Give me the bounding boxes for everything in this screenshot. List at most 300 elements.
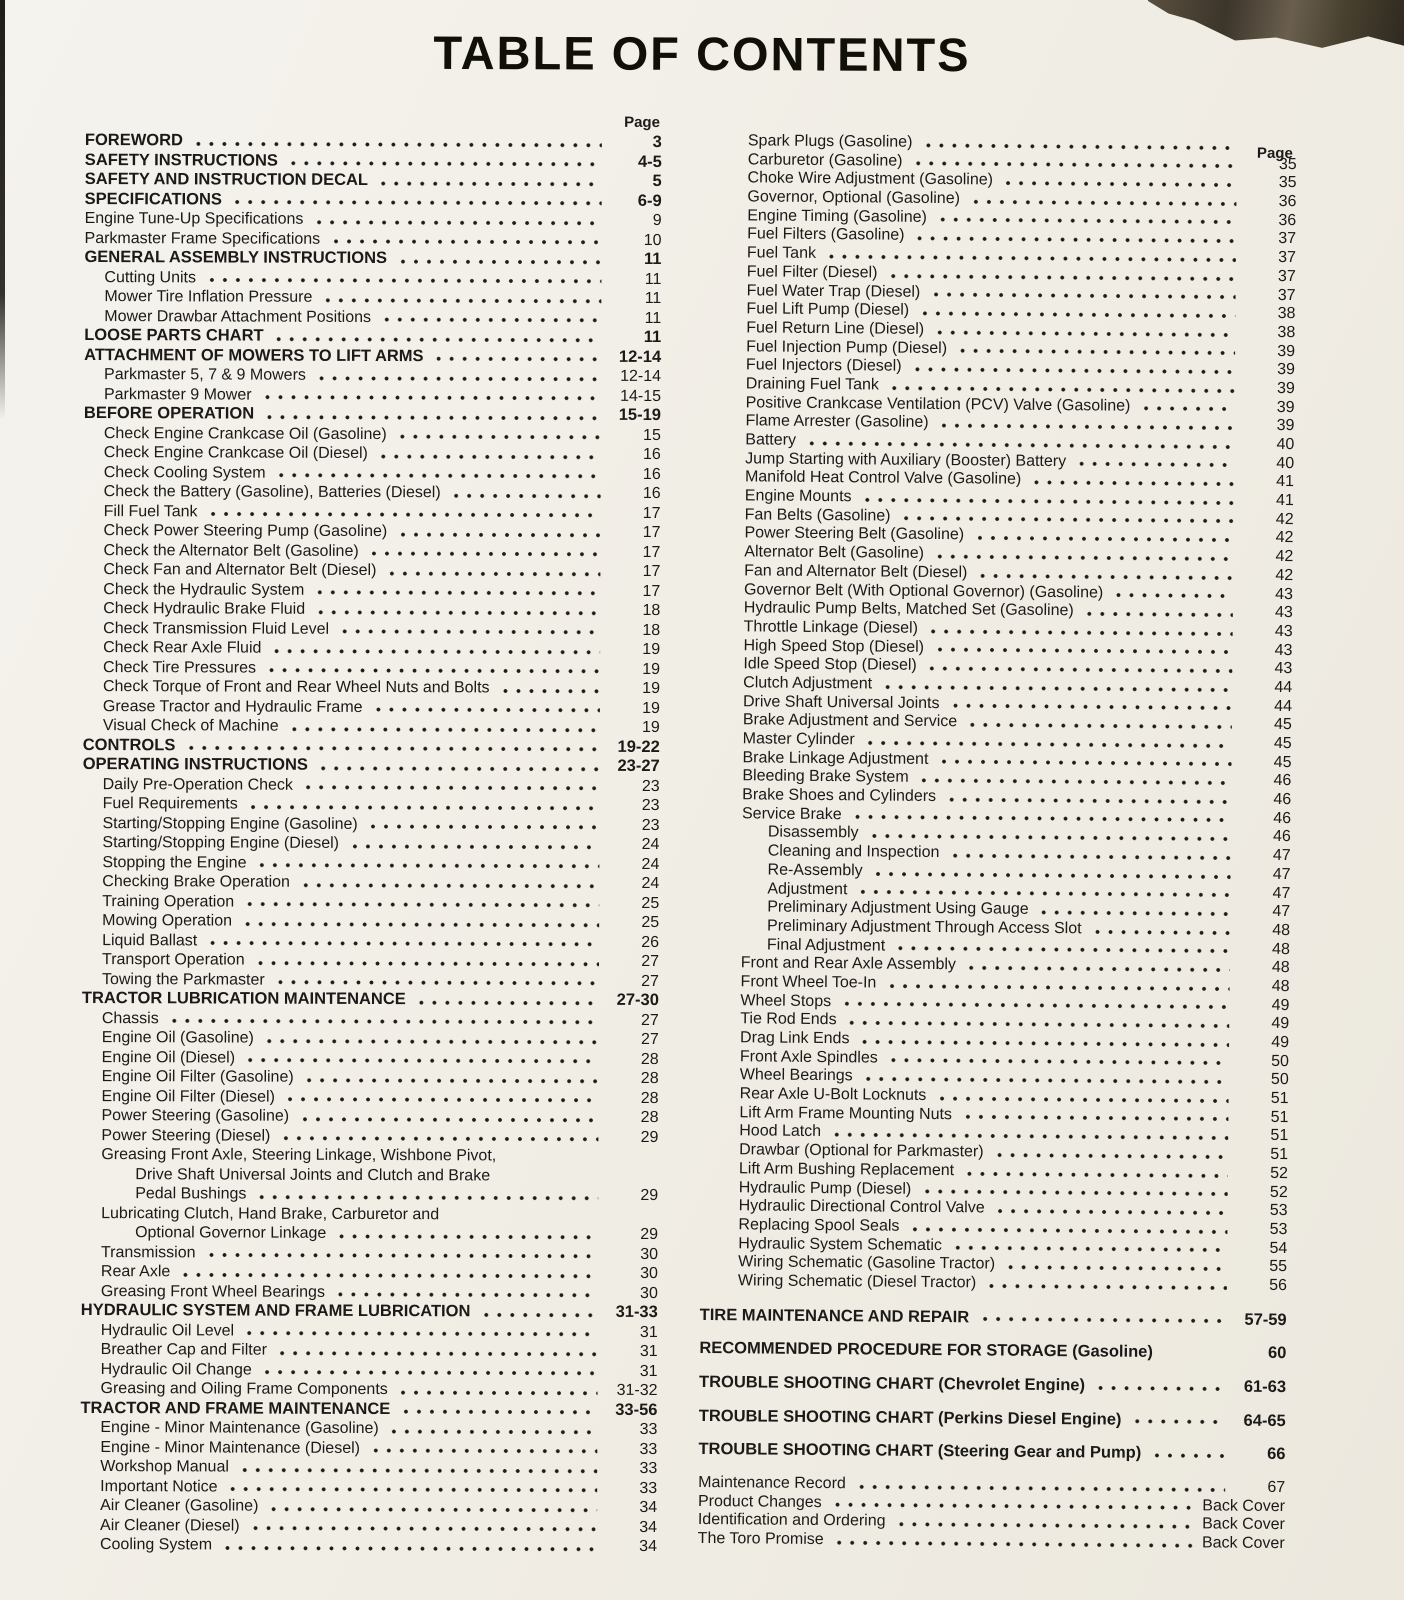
toc-entry-row — [699, 1373, 1286, 1397]
toc-entry-page: 15-19 — [618, 405, 661, 425]
dot-leader — [830, 1132, 1228, 1140]
toc-entry-label: Adjustment — [767, 880, 848, 898]
toc-entry-label: Fuel Return Line (Diesel) — [746, 319, 925, 338]
dot-leader — [263, 1038, 599, 1044]
dot-leader — [908, 1226, 1227, 1234]
toc-entry-page: 42 — [1275, 566, 1294, 584]
dot-leader — [933, 330, 1235, 338]
dot-leader — [284, 1097, 599, 1103]
dot-leader — [945, 797, 1231, 804]
toc-entry-row — [85, 228, 662, 250]
toc-entry-page: 39 — [1276, 379, 1295, 398]
toc-entry-row — [700, 1272, 1287, 1296]
dot-leader — [279, 1136, 598, 1142]
toc-entry-label: Jump Starting with Auxiliary (Booster) Battery — [745, 450, 1067, 470]
toc-entry-row — [83, 716, 660, 738]
toc-entry-page: 37 — [1277, 267, 1296, 285]
dot-leader — [433, 356, 602, 362]
dot-leader — [396, 259, 601, 265]
toc-entry-label: Grease Tractor and Hydraulic Frame — [102, 697, 363, 716]
toc-entry-page: 11 — [644, 289, 662, 308]
dot-leader — [254, 960, 599, 966]
toc-entry-label: Cleaning and Inspection — [767, 842, 940, 862]
toc-entry-label: Parkmaster 9 Mower — [103, 385, 252, 404]
dot-leader — [956, 348, 1235, 355]
toc-entry-label: Greasing Front Axle, Steering Linkage, Wishbone Pivot, — [101, 1146, 497, 1165]
dot-leader — [205, 1252, 598, 1258]
toc-entry-label: Wiring Schematic (Gasoline Tractor) — [738, 1253, 996, 1273]
toc-entry-page: 23 — [641, 796, 660, 815]
toc-entry-label: Power Steering Belt (Gasoline) — [744, 524, 965, 544]
toc-entry-page: 37 — [1277, 286, 1296, 304]
dot-leader — [937, 759, 1231, 767]
toc-left-column — [80, 110, 662, 1557]
toc-entry-page: 33 — [639, 1459, 658, 1478]
toc-entry-row — [84, 267, 661, 289]
toc-entry-label: Flame Arrester (Gasoline) — [745, 412, 929, 432]
toc-entry-label: Fuel Filters (Gasoline) — [747, 225, 905, 245]
toc-entry-row — [80, 1535, 657, 1557]
dot-leader — [499, 688, 600, 693]
toc-entry-label: Governor Belt (With Optional Governor) (Gasoline) — [743, 580, 1104, 601]
toc-right-column — [698, 132, 1297, 1554]
dot-leader — [206, 940, 599, 946]
toc-entry-page: Back Cover — [1202, 1515, 1285, 1534]
toc-entry-label: Replacing Spool Seals — [738, 1216, 900, 1235]
dot-leader — [317, 765, 600, 771]
toc-entry-label: CONTROLS — [82, 735, 176, 754]
dot-leader — [965, 965, 1230, 972]
dot-leader — [1002, 181, 1237, 188]
toc-entry-page: 25 — [641, 894, 660, 912]
toc-entry-label: Engine Timing (Gasoline) — [747, 207, 927, 226]
toc-entry-page: 27 — [641, 952, 660, 971]
toc-entry-label: SAFETY INSTRUCTIONS — [84, 150, 278, 170]
toc-entry-label: Final Adjustment — [766, 936, 886, 955]
toc-entry-page: 31 — [639, 1323, 658, 1341]
dot-leader — [314, 609, 600, 615]
dot-leader — [396, 434, 601, 440]
toc-entry-page: 36 — [1278, 193, 1297, 211]
dot-leader — [864, 740, 1232, 748]
dot-leader — [263, 414, 601, 420]
dot-leader — [978, 1317, 1227, 1324]
dot-leader — [275, 473, 601, 479]
toc-entry-label: Check Torque of Front and Rear Wheel Nuts and Bolts — [102, 678, 490, 697]
toc-entry-label: ATTACHMENT OF MOWERS TO LIFT ARMS — [84, 345, 424, 365]
toc-entry-row — [81, 1242, 658, 1264]
toc-entry-label: Disassembly — [767, 823, 859, 842]
dot-leader — [288, 726, 600, 732]
toc-entry-page: 49 — [1271, 1015, 1290, 1033]
toc-entry-row — [83, 521, 660, 543]
toc-entry-page: 16 — [642, 445, 661, 464]
toc-entry-page: 17 — [642, 523, 661, 542]
toc-entry-page: 46 — [1272, 828, 1291, 846]
dot-leader — [969, 199, 1236, 206]
toc-entry-row — [81, 1301, 658, 1323]
toc-entry-page: 33 — [639, 1420, 658, 1439]
toc-entry-label: Cooling System — [99, 1536, 213, 1554]
toc-entry-label: FOREWORD — [84, 130, 184, 150]
toc-entry-page: 57-59 — [1244, 1310, 1287, 1329]
dot-leader — [1083, 611, 1233, 617]
toc-entry-page: 34 — [639, 1498, 658, 1517]
dot-leader — [335, 1233, 598, 1239]
toc-entry-label: HYDRAULIC SYSTEM AND FRAME LUBRICATION — [80, 1300, 471, 1321]
toc-entry-label: Check Cooling System — [103, 463, 266, 482]
toc-entry-row — [80, 1496, 657, 1518]
toc-entry-label: Clutch Adjustment — [743, 674, 873, 693]
toc-entry-row — [82, 1028, 659, 1050]
dot-leader — [948, 853, 1230, 860]
toc-entry-label: Re-Assembly — [767, 861, 863, 880]
toc-entry-page: 31-33 — [615, 1302, 658, 1322]
dot-leader — [966, 722, 1232, 729]
toc-entry-row — [81, 1145, 658, 1167]
toc-entry-row — [699, 1407, 1286, 1431]
toc-entry-page: 23 — [641, 777, 660, 795]
toc-entry-page: 39 — [1276, 398, 1295, 416]
toc-entry-label: Towing the Parkmaster — [101, 970, 265, 989]
toc-entry-label: Wheel Stops — [740, 991, 832, 1010]
toc-entry-label: Check Engine Crankcase Oil (Gasoline) — [103, 424, 387, 443]
toc-entry-label: Engine Tune-Up Specifications — [84, 209, 304, 228]
dot-leader — [243, 1331, 598, 1337]
dot-leader — [450, 493, 601, 499]
toc-entry-label: Stopping the Engine — [102, 853, 247, 872]
toc-entry-row — [80, 1476, 657, 1498]
toc-entry-row — [84, 326, 661, 348]
toc-entry-row — [84, 404, 661, 426]
toc-entry-page: 51 — [1270, 1146, 1289, 1164]
toc-entry-label: Identification and Ordering — [697, 1511, 886, 1531]
dot-leader — [963, 1171, 1228, 1178]
dot-leader — [255, 863, 599, 869]
toc-entry-label: Drag Link Ends — [740, 1029, 850, 1048]
dot-leader — [855, 1484, 1225, 1492]
dot-leader — [298, 1116, 598, 1122]
toc-entry-label: Engine - Minor Maintenance (Gasoline) — [100, 1419, 379, 1438]
dot-leader — [238, 1467, 597, 1473]
toc-entry-label: Drawbar (Optional for Parkmaster) — [739, 1141, 984, 1161]
toc-entry-page: 51 — [1270, 1127, 1289, 1145]
toc-entry-label: TIRE MAINTENANCE AND REPAIR — [699, 1305, 970, 1326]
toc-entry-label: Cutting Units — [104, 268, 197, 286]
toc-entry-label: Important Notice — [100, 1477, 218, 1495]
toc-entry-page: 27-30 — [616, 990, 659, 1010]
dot-leader — [299, 882, 599, 888]
dot-leader — [913, 236, 1236, 244]
toc-entry-page: 49 — [1271, 996, 1290, 1014]
toc-entry-page: 47 — [1272, 903, 1291, 921]
toc-entry-row — [83, 794, 660, 816]
toc-entry-label: Hydraulic System Schematic — [738, 1234, 942, 1254]
toc-entry-page: 33 — [639, 1440, 658, 1458]
toc-entry-row — [84, 443, 661, 465]
toc-entry-label: Bleeding Brake System — [742, 767, 909, 787]
toc-entry-label: Drive Shaft Universal Joints and Clutch and Brake — [135, 1165, 491, 1184]
toc-entry-page: 28 — [640, 1069, 659, 1088]
toc-entry-page: 43 — [1274, 660, 1293, 678]
toc-entry-row — [83, 677, 660, 699]
toc-entry-page: 18 — [642, 621, 661, 639]
dot-leader — [899, 516, 1233, 524]
toc-entry-label: BEFORE OPERATION — [83, 403, 255, 423]
toc-entry-page: 40 — [1276, 435, 1295, 454]
toc-entry-page: 11 — [643, 327, 662, 347]
toc-entry-page: 49 — [1271, 1033, 1290, 1052]
dot-leader — [927, 628, 1233, 636]
toc-entry-row — [84, 365, 661, 387]
toc-entry-label: Lubricating Clutch, Hand Brake, Carburetor and — [101, 1204, 440, 1223]
toc-entry-label: Check Power Steering Pump (Gasoline) — [103, 522, 388, 541]
toc-entry-label: Brake Shoes and Cylinders — [742, 786, 937, 806]
toc-entry-row — [85, 170, 662, 192]
toc-entry-row — [80, 1457, 657, 1479]
toc-entry-row — [80, 1418, 657, 1440]
toc-entry-label: High Speed Stop (Diesel) — [743, 636, 925, 656]
dot-leader — [948, 703, 1232, 710]
dot-leader — [833, 1540, 1196, 1548]
toc-entry-label: Rear Axle — [100, 1263, 171, 1281]
toc-entry-row — [699, 1339, 1286, 1363]
toc-entry-page: 45 — [1273, 716, 1292, 734]
dot-leader — [936, 217, 1236, 225]
dot-leader — [388, 1429, 598, 1435]
toc-entry-page: 24 — [641, 855, 660, 873]
dot-leader — [840, 1001, 1229, 1009]
toc-entry-row — [83, 540, 660, 562]
toc-entry-page: 12-14 — [620, 367, 662, 386]
toc-entry-label: Draining Fuel Tank — [745, 375, 879, 394]
toc-entry-row — [84, 345, 661, 367]
dot-leader — [192, 141, 602, 147]
dot-leader — [255, 1194, 598, 1200]
dot-leader — [348, 843, 599, 849]
toc-entry-page: 37 — [1278, 230, 1297, 248]
toc-entry-page: 53 — [1269, 1220, 1288, 1238]
dot-leader — [221, 1545, 597, 1551]
toc-entry-page: 39 — [1277, 342, 1296, 360]
toc-entry-page: 56 — [1269, 1276, 1288, 1295]
toc-entry-page: 5 — [652, 171, 662, 191]
toc-entry-page: 19 — [642, 699, 660, 717]
toc-entry-label: Check Fan and Alternator Belt (Diesel) — [103, 561, 377, 580]
dot-leader — [168, 1018, 599, 1025]
dot-leader — [887, 1058, 1229, 1066]
dot-leader — [993, 1152, 1229, 1159]
dot-leader — [885, 983, 1229, 991]
toc-entry-row — [81, 1125, 658, 1147]
toc-entry-row — [85, 189, 662, 211]
toc-entry-page: 16 — [642, 484, 661, 503]
toc-entry-row — [83, 696, 660, 718]
dot-leader — [918, 311, 1235, 319]
toc-entry-page: 37 — [1278, 249, 1296, 267]
toc-entry-row — [82, 833, 659, 855]
toc-entry-row — [82, 1047, 659, 1069]
toc-entry-page: 48 — [1271, 977, 1290, 996]
toc-entry-page: 17 — [642, 543, 661, 561]
dot-leader — [805, 441, 1234, 450]
toc-entry-label: Chassis — [101, 1009, 159, 1027]
dot-leader — [951, 1245, 1227, 1252]
toc-entry-label: Rear Axle U-Bolt Locknuts — [739, 1085, 927, 1104]
toc-entry-page: 41 — [1276, 473, 1295, 491]
toc-entry-page: 30 — [640, 1264, 658, 1283]
toc-entry-page: 39 — [1277, 361, 1296, 379]
toc-entry-label: LOOSE PARTS CHART — [84, 325, 264, 345]
toc-entry-label: Drive Shaft Universal Joints — [742, 692, 940, 712]
dot-leader — [894, 946, 1230, 954]
toc-entry-page: 53 — [1269, 1202, 1288, 1220]
toc-entry-label: Throttle Linkage (Diesel) — [743, 618, 919, 637]
toc-entry-label: Parkmaster Frame Specifications — [84, 229, 321, 248]
dot-leader — [334, 1292, 598, 1298]
dot-leader — [911, 161, 1236, 169]
toc-entry-label: Lift Arm Frame Mounting Nuts — [739, 1104, 953, 1123]
toc-entry-page: 28 — [640, 1089, 659, 1107]
toc-entry-row — [84, 248, 661, 270]
toc-entry-label: Daily Pre-Operation Check — [102, 775, 293, 794]
toc-entry-row — [82, 911, 659, 933]
toc-entry-page: 27 — [641, 972, 659, 990]
toc-entry-page: 11 — [644, 270, 662, 288]
toc-entry-row — [81, 1164, 658, 1186]
toc-entry-page: 55 — [1269, 1258, 1288, 1276]
toc-entry-row — [85, 209, 662, 231]
toc-entry-row — [83, 599, 660, 621]
dot-leader — [918, 778, 1232, 786]
toc-entry-page: 42 — [1275, 548, 1294, 566]
toc-entry-page: 67 — [1267, 1478, 1286, 1497]
toc-entry-page: 17 — [642, 582, 661, 600]
toc-entry-page: 28 — [640, 1050, 659, 1068]
toc-entry-row — [84, 384, 661, 406]
dot-leader — [926, 666, 1233, 674]
toc-entry-page: 26 — [641, 933, 660, 951]
dot-leader — [243, 902, 599, 908]
toc-entry-label: Starting/Stopping Engine (Gasoline) — [102, 814, 358, 833]
toc-entry-page: 40 — [1276, 454, 1295, 472]
toc-entry-label: Wheel Bearings — [739, 1066, 853, 1085]
dot-leader — [399, 1409, 597, 1415]
toc-entry-page: 19 — [642, 718, 660, 737]
dot-leader — [1075, 462, 1234, 468]
toc-entry-label: Brake Adjustment and Service — [742, 711, 958, 731]
toc-entry-page: 29 — [640, 1128, 659, 1146]
dot-leader — [935, 1096, 1228, 1104]
toc-entry-label: Mower Drawbar Attachment Positions — [104, 307, 372, 326]
dot-leader — [380, 317, 601, 323]
dot-leader — [961, 1115, 1229, 1122]
toc-entry-page: 47 — [1272, 847, 1291, 865]
dot-leader — [846, 1020, 1230, 1028]
dot-leader — [247, 804, 600, 810]
dot-leader — [929, 292, 1235, 300]
dot-leader — [921, 143, 1237, 151]
toc-entry-page: Back Cover — [1202, 1497, 1286, 1515]
dot-leader — [287, 161, 602, 167]
toc-entry-row — [81, 1359, 658, 1381]
toc-entry-page: 34 — [639, 1518, 658, 1536]
toc-entry-page: 64-65 — [1243, 1411, 1286, 1430]
dot-leader — [886, 273, 1235, 281]
dot-leader — [274, 980, 599, 986]
toc-entry-label: TROUBLE SHOOTING CHART (Chevrolet Engine) — [699, 1372, 1086, 1395]
dot-leader — [1091, 929, 1231, 935]
toc-entry-row — [81, 1379, 658, 1401]
toc-entry-page: 47 — [1272, 884, 1291, 902]
toc-entry-label: OPERATING INSTRUCTIONS — [82, 754, 308, 774]
toc-entry-row — [80, 1398, 657, 1420]
toc-entry-label: Carburetor (Gasoline) — [747, 151, 903, 170]
toc-entry-page: 45 — [1273, 753, 1292, 771]
toc-entry-label: Starting/Stopping Engine (Diesel) — [102, 834, 340, 852]
toc-entry-label: Check Rear Axle Fluid — [103, 639, 262, 657]
toc-entry-label: Power Steering (Gasoline) — [101, 1107, 290, 1125]
toc-entry-page: 25 — [641, 913, 660, 932]
dot-leader — [302, 785, 600, 791]
dot-leader — [1139, 406, 1234, 412]
toc-entry-label: Greasing Front Wheel Bearings — [100, 1282, 326, 1301]
toc-left-rows — [80, 131, 662, 1557]
toc-entry-label: Spark Plugs (Gasoline) — [747, 132, 913, 151]
toc-entry-row — [82, 989, 659, 1011]
toc-entry-page: 50 — [1270, 1071, 1289, 1089]
dot-leader — [895, 1522, 1197, 1530]
toc-entry-label: Air Cleaner (Diesel) — [100, 1516, 240, 1535]
dot-leader — [397, 1390, 598, 1396]
toc-entry-label: Choke Wire Adjustment (Gasoline) — [747, 169, 994, 189]
toc-entry-page: 28 — [640, 1108, 659, 1127]
toc-entry-label: Visual Check of Machine — [102, 717, 279, 735]
toc-entry-page: 43 — [1274, 622, 1293, 640]
toc-entry-label: Engine Oil (Gasoline) — [101, 1029, 254, 1047]
leader-spacer — [1153, 1357, 1233, 1358]
toc-entry-label: Manifold Heat Control Valve (Gasoline) — [744, 468, 1022, 489]
toc-entry-page: 45 — [1273, 734, 1292, 753]
dot-leader — [267, 1506, 597, 1512]
dot-leader — [973, 535, 1233, 542]
toc-entry-row — [82, 1086, 659, 1108]
toc-entry-row — [83, 657, 660, 679]
toc-entry-label: Fuel Water Trap (Diesel) — [746, 281, 921, 301]
toc-entry-row — [84, 501, 661, 523]
toc-entry-label: Mower Tire Inflation Pressure — [104, 288, 313, 306]
toc-entry-row — [83, 560, 660, 582]
toc-entry-page: 60 — [1267, 1344, 1287, 1363]
toc-entry-row — [80, 1515, 657, 1537]
toc-entry-label: Check the Hydraulic System — [103, 580, 305, 599]
toc-entry-page: 29 — [640, 1186, 659, 1205]
toc-entry-label: Lift Arm Bushing Replacement — [738, 1160, 955, 1179]
toc-entry-page: 31-32 — [616, 1381, 658, 1400]
toc-entry-page: 31 — [639, 1342, 658, 1361]
toc-entry-row — [83, 638, 660, 660]
toc-entry-page: 3 — [652, 132, 662, 152]
toc-entry-label: Mowing Operation — [102, 912, 233, 930]
dot-leader — [868, 834, 1231, 842]
toc-entry-label: Fuel Injectors (Diesel) — [745, 356, 902, 375]
toc-entry-label: Check Hydraulic Brake Fluid — [103, 600, 306, 618]
toc-entry-label: TROUBLE SHOOTING CHART (Steering Gear and Pump) — [698, 1440, 1142, 1463]
toc-entry-label: Fuel Injection Pump (Diesel) — [746, 337, 948, 357]
toc-entry-row — [82, 891, 659, 913]
toc-entry-row — [81, 1340, 658, 1362]
toc-entry-label: Training Operation — [102, 892, 235, 911]
